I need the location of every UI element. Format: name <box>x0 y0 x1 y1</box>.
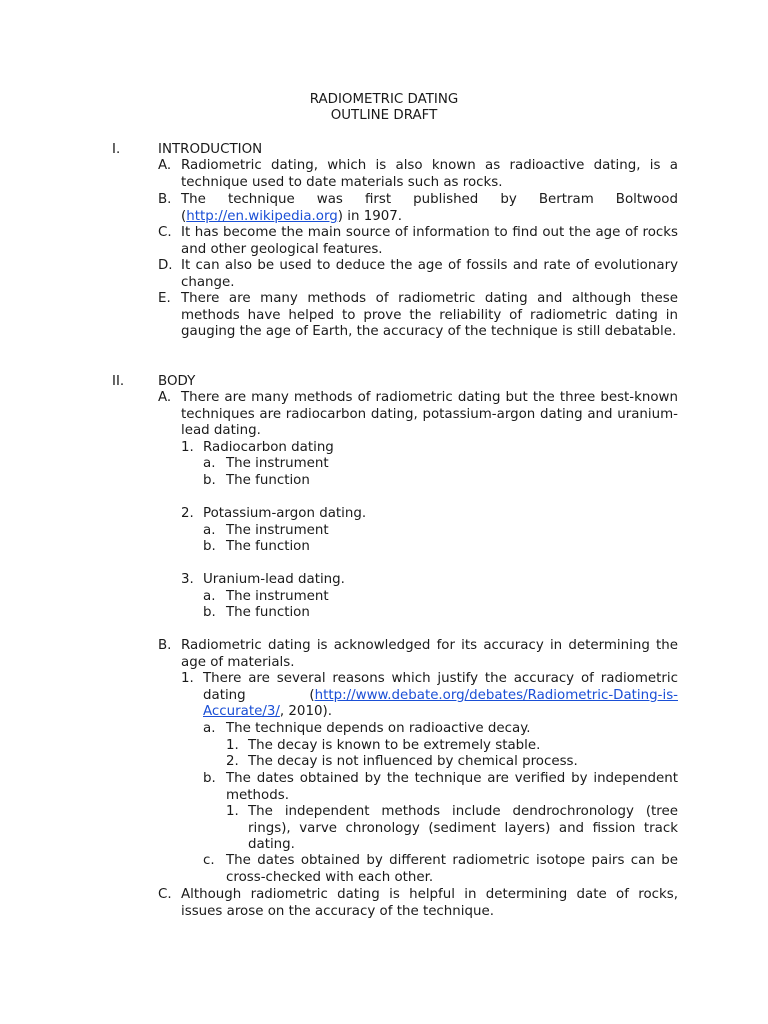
item-text: There are many methods of radiometric dating but the three best-known techniques are radiocarbon dating, potassium-argon dating and uranium-lead dating. <box>181 390 678 439</box>
item-text: Radiocarbon dating <box>203 440 334 455</box>
item-label: b. <box>203 539 216 554</box>
item-label: 1. <box>226 804 239 819</box>
item-text: Radiometric dating, which is also known as radioactive dating, is a technique used to date materials such as rocks. <box>181 158 678 190</box>
wikipedia-link[interactable]: http://en.wikipedia.org <box>186 208 338 224</box>
item-text: The technique depends on radioactive decay. <box>226 721 531 736</box>
item-label: 1. <box>181 671 194 686</box>
section-heading-body: BODY <box>158 374 196 389</box>
item-label: 1. <box>226 738 239 753</box>
item-text: The independent methods include dendrochronology (tree rings), varve chronology (sediment layers) and fission track dating. <box>248 804 678 853</box>
document-subtitle: OUTLINE DRAFT <box>330 108 438 123</box>
section-numeral-body: II. <box>112 374 125 389</box>
item-text: There are many methods of radiometric dating and although these methods have helped to prove the reliability of radiometric dating in gauging the age of Earth, the accuracy of the technique is still debatable. <box>181 291 678 340</box>
item-label: 2. <box>226 754 239 769</box>
item-text-before: There are several reasons which justify the accuracy of radiometric dating ( <box>203 671 678 703</box>
item-text: It can also be used to deduce the age of fossils and rate of evolutionary change. <box>181 258 678 290</box>
item-text-before: The technique was first published by Bertram Boltwood ( <box>181 192 678 224</box>
item-text: The decay is known to be extremely stable. <box>248 738 541 753</box>
item-label: a. <box>203 721 216 736</box>
item-label: A. <box>158 158 172 173</box>
item-text: The decay is not influenced by chemical process. <box>248 754 578 769</box>
item-label: a. <box>203 589 216 604</box>
item-label: B. <box>158 192 172 207</box>
item-label: A. <box>158 390 172 405</box>
item-text: Uranium-lead dating. <box>203 572 345 587</box>
section-heading-intro: INTRODUCTION <box>158 142 263 157</box>
item-label: b. <box>203 771 216 786</box>
item-label: 3. <box>181 572 194 587</box>
item-text: It has become the main source of information to find out the age of rocks and other geological features. <box>181 225 678 257</box>
item-text <box>181 192 678 225</box>
item-text: The dates obtained by different radiometric isotope pairs can be cross-checked with each other. <box>226 853 678 885</box>
item-label: b. <box>203 605 216 620</box>
section-numeral-intro: I. <box>112 142 121 157</box>
item-text: The instrument <box>226 589 329 604</box>
item-label: C. <box>158 225 172 240</box>
item-text: The function <box>226 473 310 488</box>
item-text: Radiometric dating is acknowledged for its accuracy in determining the age of materials. <box>181 638 678 670</box>
item-label: b. <box>203 473 216 488</box>
item-text: Potassium-argon dating. <box>203 506 367 521</box>
document-title: RADIOMETRIC DATING <box>309 92 459 107</box>
item-label: 2. <box>181 506 194 521</box>
item-text: The function <box>226 605 310 620</box>
item-text: The function <box>226 539 310 554</box>
item-label: D. <box>158 258 173 273</box>
item-text <box>203 671 678 721</box>
item-label: B. <box>158 638 172 653</box>
debate-link[interactable]: http://www.debate.org/debates/Radiometric-Dating-is-Accurate/3/ <box>203 687 678 720</box>
item-label: 1. <box>181 440 194 455</box>
item-text: The instrument <box>226 523 329 538</box>
item-text: The instrument <box>226 456 329 471</box>
item-label: c. <box>203 853 215 868</box>
item-text-after: , 2010). <box>279 704 332 720</box>
item-label: a. <box>203 523 216 538</box>
item-text: Although radiometric dating is helpful in determining date of rocks, issues arose on the accuracy of the technique. <box>181 887 678 919</box>
item-label: a. <box>203 456 216 471</box>
item-label: E. <box>158 291 171 306</box>
item-text: The dates obtained by the technique are verified by independent methods. <box>226 771 678 803</box>
item-text-after: ) in 1907. <box>337 208 403 224</box>
item-label: C. <box>158 887 172 902</box>
